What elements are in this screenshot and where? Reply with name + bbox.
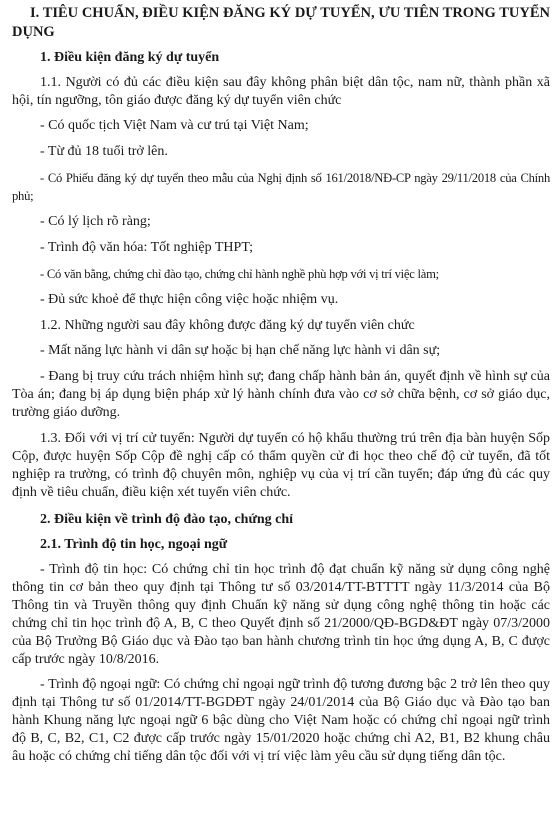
heading-trinh-do-dao-tao: 2. Điều kiện về trình độ đào tạo, chứng chỉ [40, 512, 294, 527]
heading-tin-hoc-ngoai-ngu: 2.1. Trình độ tin học, ngoại ngữ [40, 537, 228, 552]
list-item: - Đủ sức khoẻ để thực hiện công việc hoặc nhiệm vụ. [40, 292, 339, 307]
paragraph-tin-hoc: - Trình độ tin học: Có chứng chỉ tin học trình độ đạt chuẩn kỹ năng sử dụng công nghệ thông tin cơ bản theo quy định tại Thông tư số 03/2014/TT-BTTTT ngày 11/3/2014 của Bộ Thông tin và Truyền thông quy định Chuẩn kỹ năng sử dụng công nghệ thông tin hoặc các chứng chỉ tin học trình độ A, B, C theo Quyết định số 21/2000/QĐ-BGD&ĐT ngày 07/3/2000 của Bộ Trưởng Bộ Giáo dục và Đào tạo ban hành chương trình tin học ứng dụng A, B, C được cấp trước ngày 10/8/2016. [12, 562, 550, 667]
list-item: - Có Phiếu đăng ký dự tuyển theo mẫu của Nghị định số 161/2018/NĐ-CP ngày 29/11/2018 của Chính phủ; [12, 171, 550, 203]
section-title: I. TIÊU CHUẨN, ĐIỀU KIỆN ĐĂNG KÝ DỰ TUYỂN, ƯU TIÊN TRONG TUYỂN DỤNG [12, 5, 550, 40]
list-item: - Trình độ văn hóa: Tốt nghiệp THPT; [40, 240, 253, 255]
paragraph-1-2: 1.2. Những người sau đây không được đăng ký dự tuyển viên chức [40, 318, 415, 333]
list-item: - Từ đủ 18 tuổi trở lên. [40, 144, 168, 159]
list-item: - Mất năng lực hành vi dân sự hoặc bị hạn chế năng lực hành vi dân sự; [40, 343, 441, 358]
list-item: - Có quốc tịch Việt Nam và cư trú tại Việt Nam; [40, 118, 309, 133]
list-item: - Có văn bằng, chứng chỉ đào tạo, chứng chỉ hành nghề phù hợp với vị trí việc làm; [40, 267, 439, 281]
paragraph-1-1: 1.1. Người có đủ các điều kiện sau đây không phân biệt dân tộc, nam nữ, thành phần xã hội, tín ngưỡng, tôn giáo được đăng ký dự tuyển viên chức [12, 75, 550, 108]
list-item: - Có lý lịch rõ ràng; [40, 214, 151, 229]
heading-dieu-kien-dang-ky: 1. Điều kiện đăng ký dự tuyển [40, 50, 220, 65]
paragraph-ngoai-ngu: - Trình độ ngoại ngữ: Có chứng chỉ ngoại ngữ trình độ tương đương bậc 2 trở lên theo quy định tại Thông tư số 01/2014/TT-BGDĐT ngày 24/01/2014 của Bộ Giáo dục và Đào tạo ban hành Khung năng lực ngoại ngữ 6 bậc dùng cho Việt Nam hoặc có chứng chỉ ngoại ngữ trình độ B, C, B2, C1, C2 được cấp trước ngày 15/01/2020 hoặc chứng chỉ A2, B1, B2 khung châu âu hoặc có chứng chỉ tiếng dân tộc đối với vị trí việc làm yêu cầu sử dụng tiếng dân tộc. [12, 677, 550, 764]
paragraph-1-3: 1.3. Đối với vị trí cử tuyển: Người dự tuyển có hộ khẩu thường trú trên địa bàn huyện Sốp Cộp, được huyện Sốp Cộp đề nghị cấp có thẩm quyền cử đi học theo chế độ cử tuyển, đã tốt nghiệp ra trường, có trình độ chuyên môn, nghiệp vụ của vị trí cần tuyển; đáp ứng đủ các quy định về tiêu chuẩn, điều kiện xét tuyển viên chức. [12, 431, 550, 500]
list-item: - Đang bị truy cứu trách nhiệm hình sự; đang chấp hành bản án, quyết định về hình sự của Tòa án; đang bị áp dụng biện pháp xử lý hành chính đưa vào cơ sở chữa bệnh, cơ sở giáo dục, trường giáo dưỡng. [12, 369, 550, 420]
